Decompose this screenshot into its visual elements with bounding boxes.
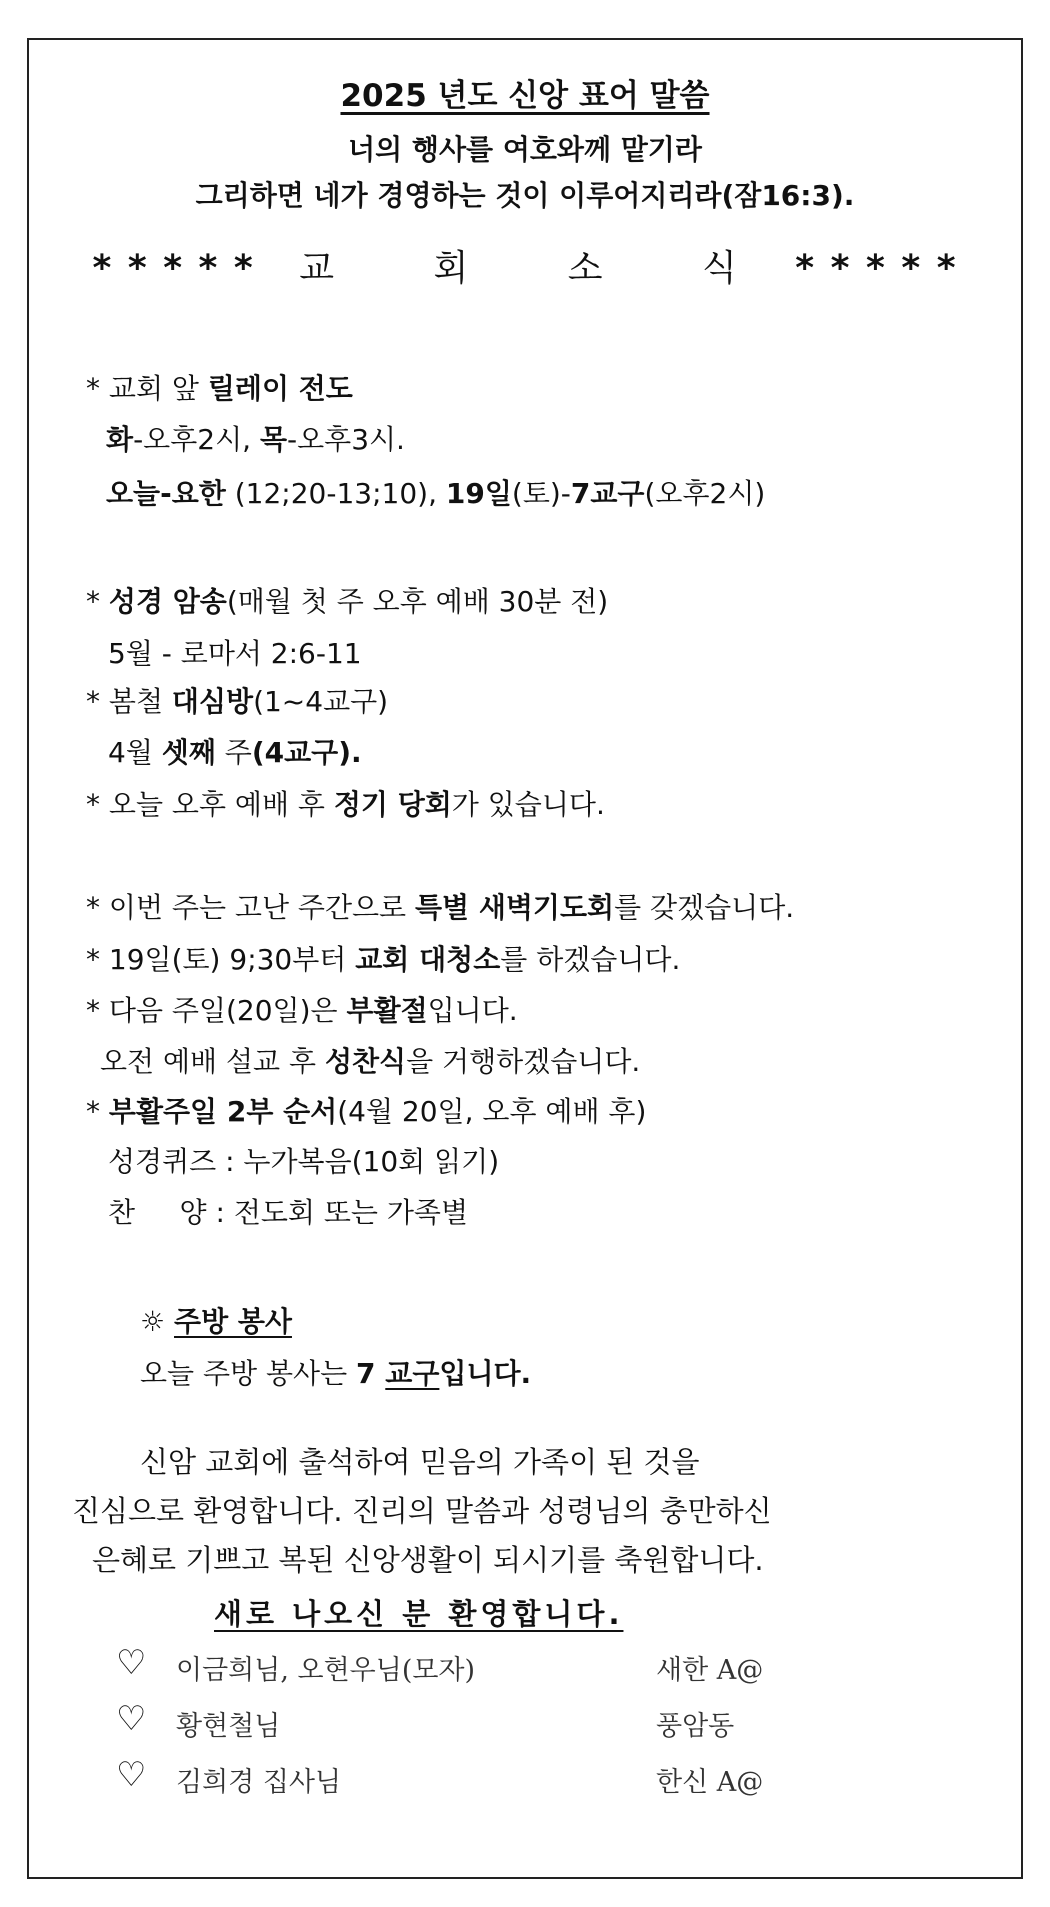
guest-name: 김희경 집사님: [176, 1767, 342, 1798]
news-memorize-verse: 5월 - 로마서 2:6-11: [108, 637, 362, 670]
guest-name: 이금희님, 오현우님(모자): [176, 1655, 476, 1686]
banner-title: 교 회 소 식: [299, 248, 781, 289]
program-quiz: 성경퀴즈 : 누가복음(10회 읽기): [108, 1145, 500, 1178]
welcome-line1: 신암 교회에 출석하여 믿음의 가족이 된 것을: [140, 1445, 700, 1479]
church-news-banner: [0, 240, 1050, 291]
sun-icon: ☼: [140, 1305, 166, 1338]
welcome-line2: 진심으로 환영합니다. 진리의 말씀과 성령님의 충만하신: [72, 1494, 772, 1528]
news-relay: * 교회 앞 릴레이 전도: [86, 372, 353, 405]
news-visit-week: 4월 셋째 주(4교구).: [108, 736, 362, 769]
heart-outline-icon: ♡: [116, 1699, 147, 1739]
heart-outline-icon: ♡: [116, 1755, 147, 1795]
guest-name: 황현철님: [176, 1711, 281, 1742]
news-easter: * 다음 주일(20일)은 부활절입니다.: [86, 994, 518, 1027]
guest-location: 한신 A@: [656, 1767, 764, 1798]
guest-location: 풍암동: [656, 1711, 735, 1742]
news-easter-communion: 오전 예배 설교 후 성찬식을 거행하겠습니다.: [100, 1045, 641, 1078]
news-relay-today: 오늘-요한 (12;20-13;10), 19일(토)-7교구(오후2시): [106, 477, 766, 510]
motto-verse-line1: 너의 행사를 여호와께 맡기라: [348, 133, 702, 166]
banner-stars-left: * * * * *: [92, 248, 255, 289]
motto-verse-line2: 그리하면 네가 경영하는 것이 이루어지리라(잠16:3).: [195, 179, 855, 212]
banner-stars-right: * * * * *: [795, 248, 958, 289]
heart-outline-icon: ♡: [116, 1643, 147, 1683]
motto-title: 2025 년도 신앙 표어 말씀: [340, 78, 710, 114]
news-visit: * 봄철 대심방(1~4교구): [86, 685, 389, 718]
news-memorize: * 성경 암송(매월 첫 주 오후 예배 30분 전): [86, 585, 609, 618]
program-praise: 찬 양 : 전도회 또는 가족별: [108, 1196, 469, 1229]
welcome-line3: 은혜로 기쁘고 복된 신앙생활이 되시기를 축원합니다.: [92, 1543, 764, 1577]
newcomers-heading: 새로 나오신 분 환영합니다.: [214, 1597, 624, 1631]
guest-location: 새한 A@: [656, 1655, 764, 1686]
kitchen-heading: ☼ 주방 봉사: [140, 1305, 292, 1338]
news-easter-program: * 부활주일 2부 순서(4월 20일, 오후 예배 후): [86, 1095, 647, 1128]
news-dawn-prayer: * 이번 주는 고난 주간으로 특별 새벽기도회를 갖겠습니다.: [86, 891, 795, 924]
kitchen-duty: 오늘 주방 봉사는 7 교구입니다.: [140, 1357, 532, 1390]
news-cleaning: * 19일(토) 9;30부터 교회 대청소를 하겠습니다.: [86, 943, 681, 976]
news-relay-schedule: 화-오후2시, 목-오후3시.: [106, 423, 405, 456]
news-meeting: * 오늘 오후 예배 후 정기 당회가 있습니다.: [86, 788, 605, 821]
